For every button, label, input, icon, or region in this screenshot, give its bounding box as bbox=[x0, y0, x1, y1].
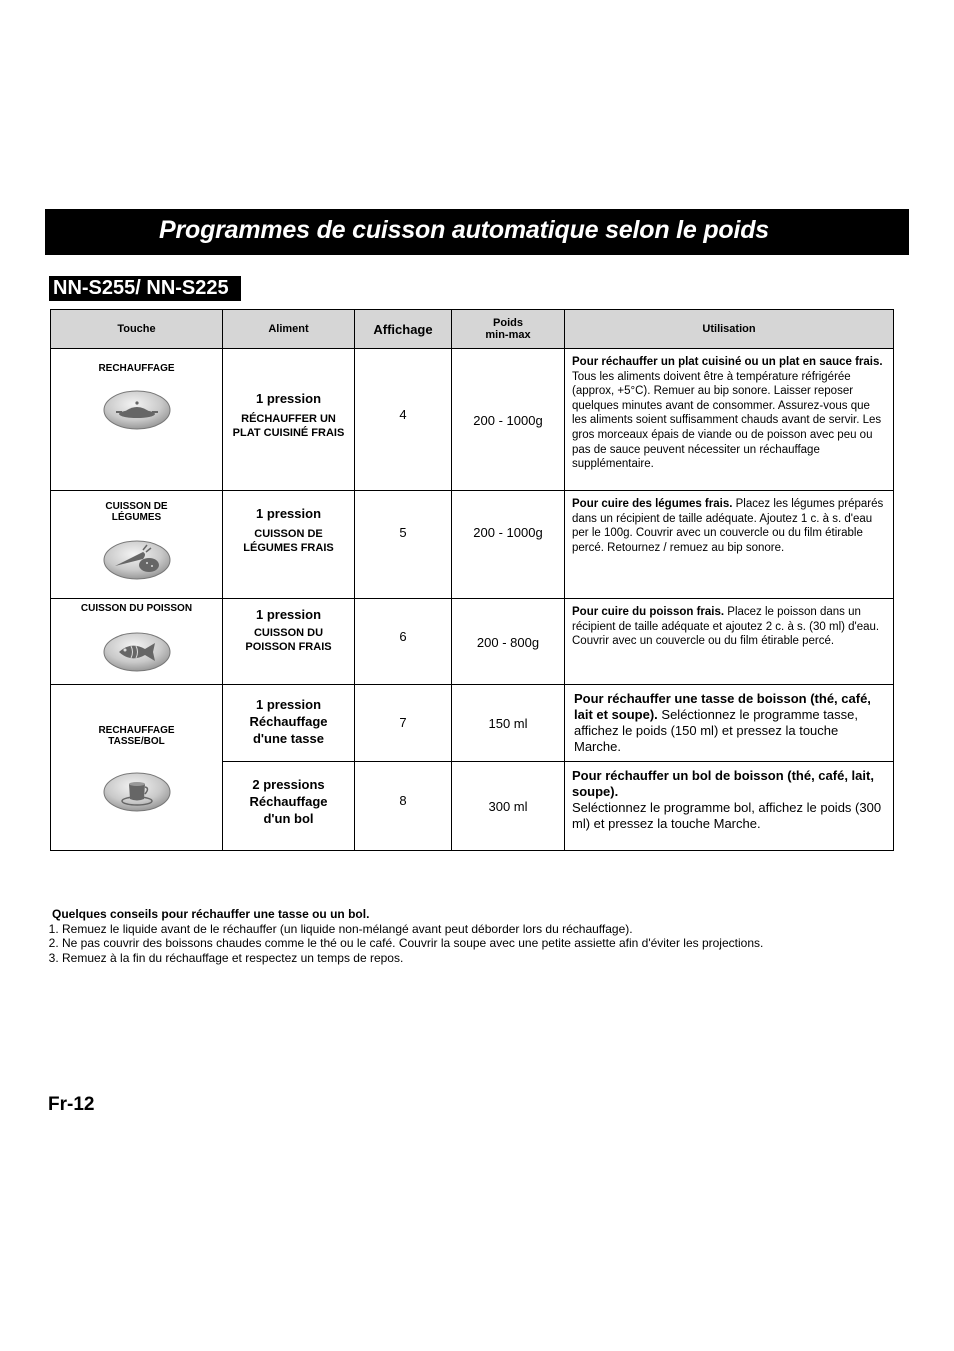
table-row bbox=[51, 685, 894, 762]
tip-item: 1. Remuez le liquide avant de le réchauffer (un liquide non-mélangé avant peut déborder lors du réchauffage). bbox=[62, 922, 927, 937]
touche-cell bbox=[51, 349, 223, 491]
touche-cell bbox=[51, 599, 223, 685]
header-affichage: Affichage bbox=[355, 310, 452, 349]
touche-cell bbox=[51, 685, 223, 851]
page-title: Programmes de cuisson automatique selon le poids bbox=[159, 216, 769, 244]
aliment-name: Réchauffage bbox=[249, 714, 328, 729]
covered-dish-icon bbox=[103, 390, 171, 430]
table-header-row bbox=[51, 310, 894, 349]
aliment-cell bbox=[223, 685, 355, 762]
press-count: 1 pression bbox=[255, 607, 322, 622]
fish-icon bbox=[103, 632, 171, 672]
tips-title: Quelques conseils pour réchauffer une tasse ou un bol. bbox=[52, 907, 370, 921]
aliment-name: CUISSON DU POISSON FRAIS bbox=[245, 627, 332, 653]
aliment-cell bbox=[223, 599, 355, 685]
aliment-cell bbox=[223, 762, 355, 851]
aliment-name-2: d'une tasse bbox=[252, 731, 324, 746]
affichage-cell: 8 bbox=[355, 762, 452, 851]
poids-cell: 200 - 1000g bbox=[452, 491, 565, 599]
utilisation-cell: Pour réchauffer une tasse de boisson (thé, café, lait et soupe). Seléctionnez le programme tasse, affichez le poids (150 ml) et pressez la touche Marche. bbox=[565, 685, 894, 762]
tip-item: 3. Remuez à la fin du réchauffage et respectez un temps de repos. bbox=[62, 951, 927, 966]
header-aliment: Aliment bbox=[223, 310, 355, 349]
poids-cell: 300 ml bbox=[452, 762, 565, 851]
programs-table bbox=[50, 309, 894, 851]
touche-cell bbox=[51, 491, 223, 599]
affichage-cell: 5 bbox=[355, 491, 452, 599]
press-count: 2 pressions bbox=[252, 777, 325, 792]
tips-section bbox=[47, 907, 927, 965]
poids-cell: 150 ml bbox=[452, 685, 565, 762]
utilisation-cell: Pour cuire des légumes frais. Placez les légumes préparés dans un récipient de taille adéquate. Ajoutez 1 c. à s. d'eau per le 100g. Couvrir avec un couvercle ou du film étirable percé. Retournez / remuez au bip sonore. bbox=[565, 491, 894, 599]
cup-icon bbox=[103, 772, 171, 812]
header-poids: Poids min-max bbox=[452, 310, 565, 349]
touche-label: CUISSON DE LÉGUMES bbox=[105, 501, 168, 523]
poids-cell: 200 - 1000g bbox=[452, 349, 565, 491]
press-count: 1 pression bbox=[255, 697, 322, 712]
utilisation-cell: Pour cuire du poisson frais. Placez le poisson dans un récipient de taille adéquate et ajoutez 2 c. à s. (30 ml) d'eau. Couvrir avec un couvercle ou du film étirable percé. bbox=[565, 599, 894, 685]
press-count: 1 pression bbox=[255, 391, 322, 406]
utilisation-cell: Pour réchauffer un plat cuisiné ou un plat en sauce frais. Tous les aliments doivent être à température réfrigérée (approx, +5°C). Remuer au bip sonore. Laisser reposer quelques minutes avant de consommer. Assurez-vous que les aliments soient suffisamment chauds avant de servir. Les gros morceaux épais de viande ou de poisson avec peu ou pas de sauce peuvent nécessiter un réchauffage supplémentaire. bbox=[565, 349, 894, 491]
aliment-cell bbox=[223, 349, 355, 491]
touche-label: RECHAUFFAGE bbox=[98, 363, 175, 374]
table-row bbox=[51, 349, 894, 491]
affichage-cell: 6 bbox=[355, 599, 452, 685]
utilisation-cell: Pour réchauffer un bol de boisson (thé, café, lait, soupe). Seléctionnez le programme bol, affichez le poids (300 ml) et pressez la touche Marche. bbox=[565, 762, 894, 851]
table-row bbox=[51, 599, 894, 685]
affichage-cell: 7 bbox=[355, 685, 452, 762]
aliment-name: Réchauffage bbox=[249, 794, 328, 809]
aliment-cell bbox=[223, 491, 355, 599]
model-label: NN-S255/ NN-S225 bbox=[49, 276, 241, 301]
press-count: 1 pression bbox=[255, 506, 322, 521]
touche-label: RECHAUFFAGE TASSE/BOL bbox=[98, 725, 175, 747]
aliment-name: RÉCHAUFFER UN PLAT CUISINÉ FRAIS bbox=[232, 413, 345, 439]
tips-list bbox=[47, 922, 927, 966]
poids-cell: 200 - 800g bbox=[452, 599, 565, 685]
page-number: Fr-12 bbox=[48, 1094, 95, 1115]
aliment-name: CUISSON DE LÉGUMES FRAIS bbox=[243, 528, 334, 554]
affichage-cell: 4 bbox=[355, 349, 452, 491]
tip-item: 2. Ne pas couvrir des boissons chaudes comme le thé ou le café. Couvrir la soupe avec une petite assiette afin d'éviter les projections. bbox=[62, 936, 927, 951]
vegetables-icon bbox=[103, 540, 171, 580]
table-row bbox=[51, 491, 894, 599]
touche-label: CUISSON DU POISSON bbox=[80, 603, 193, 614]
header-utilisation: Utilisation bbox=[565, 310, 894, 349]
aliment-name-2: d'un bol bbox=[263, 811, 314, 826]
title-bar bbox=[45, 209, 909, 255]
header-touche: Touche bbox=[51, 310, 223, 349]
